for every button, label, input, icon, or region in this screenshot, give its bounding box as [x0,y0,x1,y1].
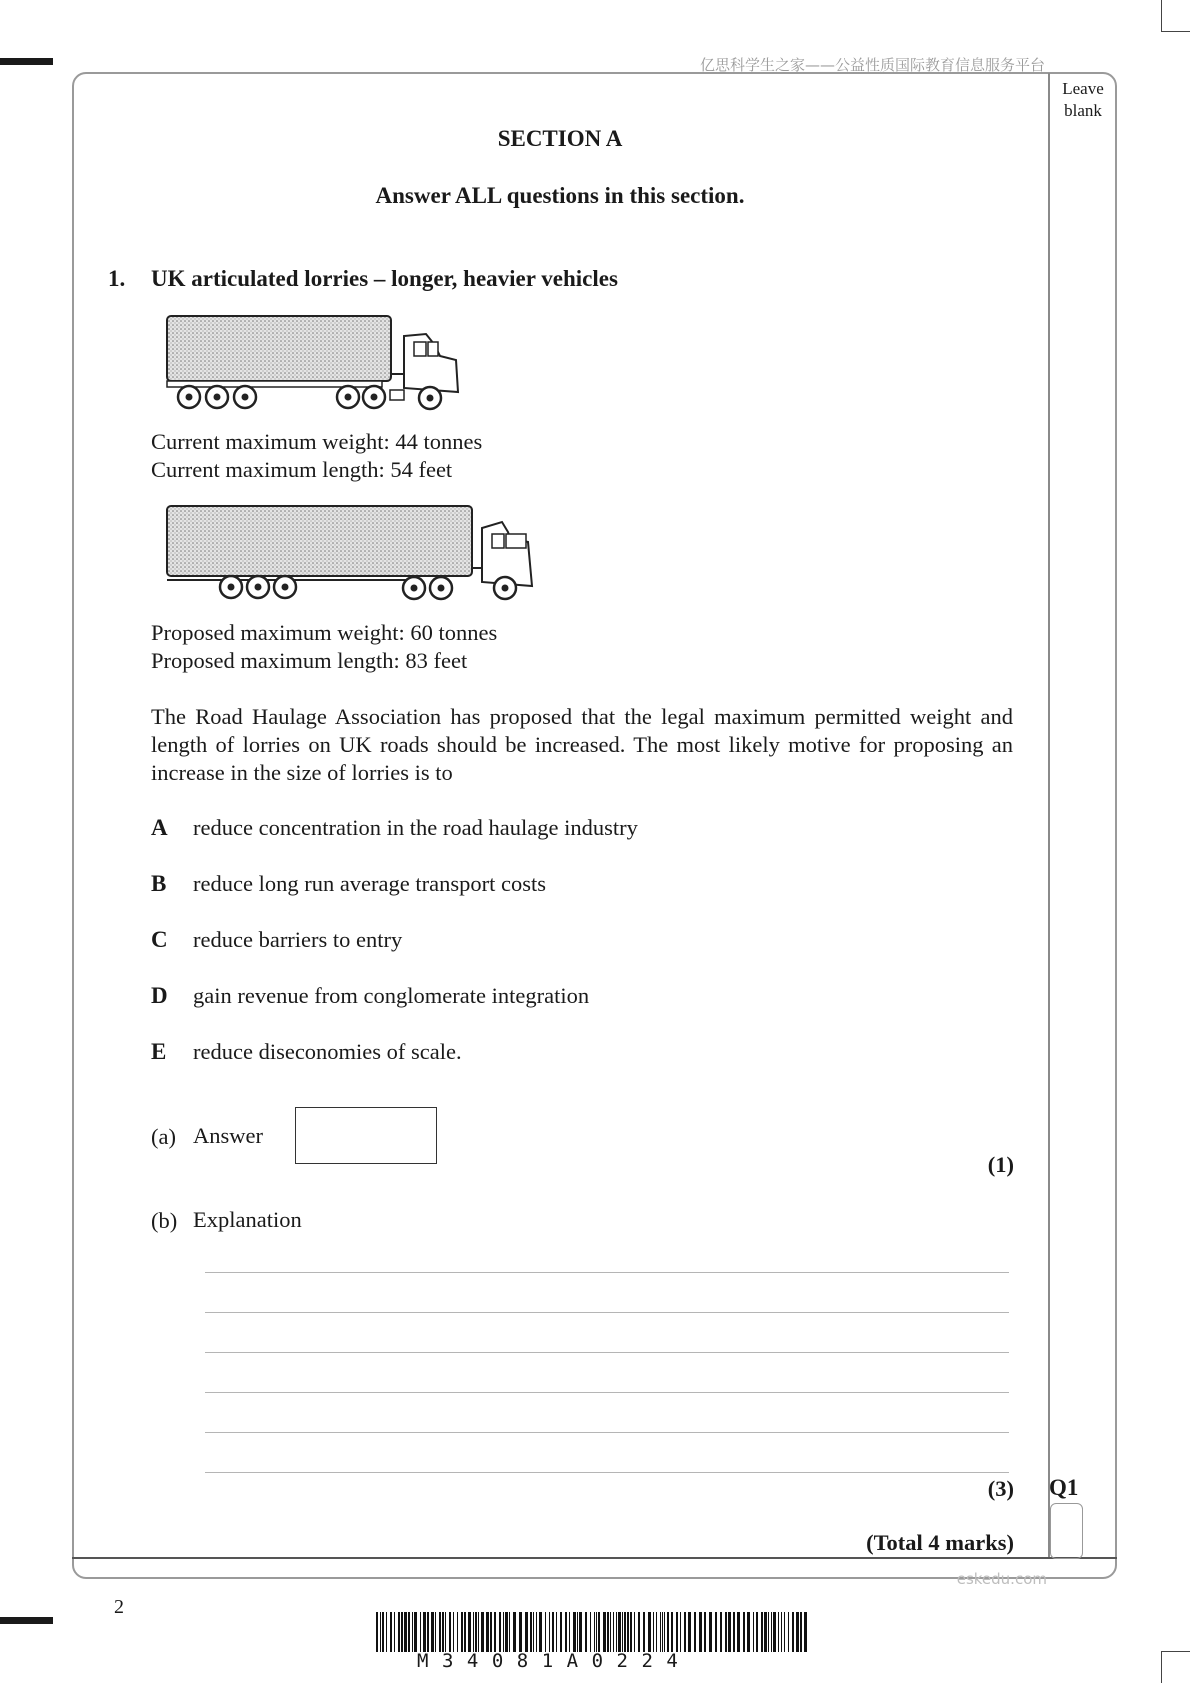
barcode-bar [781,1612,782,1652]
barcode-bar [386,1612,387,1652]
page-number: 2 [114,1596,124,1618]
barcode-bar [457,1612,458,1652]
explanation-line[interactable] [205,1312,1009,1313]
total-marks: (Total 4 marks) [866,1530,1014,1555]
question-margin-label: Q1 [1049,1475,1079,1500]
explanation-line[interactable] [205,1472,1009,1473]
barcode-bar [590,1612,591,1652]
barcode-bar [560,1612,562,1652]
barcode-bar [442,1612,444,1652]
barcode-bar [565,1612,567,1652]
barcode-bar [699,1612,702,1652]
barcode-bar [533,1612,534,1652]
barcode-bar [634,1612,635,1652]
option-c-text: reduce barriers to entry [193,927,403,952]
option-c-letter: C [151,927,168,952]
barcode-bar [539,1612,542,1652]
registration-bar-top [0,58,53,65]
barcode-bar [667,1612,669,1652]
barcode-bar [804,1612,807,1652]
barcode-bar [573,1612,576,1652]
barcode-bar [577,1612,578,1652]
barcode-bar [478,1612,479,1652]
crop-mark-bottom-right-h [1161,1651,1190,1652]
barcode-bar [569,1612,570,1652]
explanation-line[interactable] [205,1272,1009,1273]
part-b-text: Explanation [193,1207,302,1232]
crop-mark-top-right-h [1161,31,1190,32]
barcode-bar [503,1612,504,1652]
barcode-bar [549,1612,550,1652]
barcode-bar [481,1612,484,1652]
barcode-bar [725,1612,727,1652]
explanation-line[interactable] [205,1392,1009,1393]
barcode-bar [513,1612,516,1652]
barcode-bar [622,1612,623,1652]
barcode-bar [607,1612,609,1652]
barcode-bar [756,1612,758,1652]
barcode-bar [671,1612,673,1652]
proposed-length: Proposed maximum length: 83 feet [151,648,468,673]
barcode-bar [792,1612,794,1652]
barcode-bar [414,1612,417,1652]
bottom-rule [72,1557,1117,1559]
barcode-bar [420,1612,421,1652]
barcode-bar [656,1612,657,1652]
barcode-bar [709,1612,712,1652]
barcode-bar [743,1612,745,1652]
barcode-bar [704,1612,706,1652]
barcode-bar [439,1612,441,1652]
barcode-bar [596,1612,597,1652]
barcode-bar [771,1612,772,1652]
barcode-text: M34081A0224 [417,1650,692,1672]
barcode-bar [490,1612,492,1652]
barcode-bar [445,1612,446,1652]
barcode-bar [753,1612,754,1652]
instruction: Answer ALL questions in this section. [375,183,745,208]
barcode-bar [648,1612,651,1652]
barcode [376,1612,810,1652]
barcode-bar [556,1612,557,1652]
barcode-bar [720,1612,722,1652]
barcode-bar [610,1612,611,1652]
barcode-bar [733,1612,735,1652]
answer-box[interactable] [295,1107,437,1164]
leave-blank-label: Leave blank [1062,79,1104,120]
barcode-bar [676,1612,678,1652]
barcode-bar [536,1612,537,1652]
barcode-bar [585,1612,587,1652]
barcode-bar [624,1612,626,1652]
question-stem: The Road Haulage Association has proposed that the legal maximum permitted weight and length of lorries on UK roads should be increased. The most likely motive for proposing an increase in the size of lorries is to [151,704,1013,785]
barcode-bar [390,1612,392,1652]
barcode-bar [684,1612,686,1652]
barcode-bar [525,1612,528,1652]
part-b-label: (b) [151,1208,178,1233]
barcode-bar [505,1612,508,1652]
section-title: SECTION A [497,126,623,151]
barcode-bar [427,1612,429,1652]
barcode-bar [788,1612,789,1652]
option-d-letter: D [151,983,168,1008]
barcode-bar [453,1612,454,1652]
barcode-bar [408,1612,410,1652]
barcode-bar [800,1612,802,1652]
option-b-letter: B [151,871,167,896]
barcode-bar [664,1612,665,1652]
barcode-bar [694,1612,696,1652]
barcode-bar [461,1612,463,1652]
registration-bar-bottom [0,1617,53,1624]
barcode-bar [627,1612,629,1652]
barcode-bar [594,1612,595,1652]
barcode-bar [784,1612,785,1652]
barcode-bar [423,1612,426,1652]
barcode-bar [494,1612,496,1652]
barcode-bar [404,1612,407,1652]
barcode-bar [545,1612,546,1652]
option-b-text: reduce long run average transport costs [193,871,546,896]
crop-mark-bottom-right-v [1161,1651,1162,1683]
barcode-bar [764,1612,767,1652]
proposed-lorry-illustration [164,502,540,602]
part-a-text: Answer [193,1123,263,1148]
option-a-letter: A [151,815,168,840]
barcode-bar [643,1612,645,1652]
part-a-marks: (1) [987,1152,1014,1177]
question-title: UK articulated lorries – longer, heavier vehicles [151,266,618,291]
barcode-bar [598,1612,600,1652]
barcode-bar [552,1612,554,1652]
barcode-bar [747,1612,750,1652]
barcode-bar [653,1612,654,1652]
question-number: 1. [108,266,126,291]
barcode-bar [530,1612,532,1652]
examiner-score-box [1050,1503,1083,1559]
barcode-bar [662,1612,663,1652]
barcode-bar [761,1612,763,1652]
barcode-bar [680,1612,681,1652]
barcode-bar [376,1612,378,1652]
barcode-bar [519,1612,522,1652]
option-e-letter: E [151,1039,167,1064]
barcode-bar [737,1612,740,1652]
current-lorry-illustration [164,312,466,412]
barcode-bar [468,1612,471,1652]
current-length: Current maximum length: 54 feet [151,457,453,482]
barcode-bar [660,1612,661,1652]
barcode-bar [638,1612,640,1652]
option-a-text: reduce concentration in the road haulage industry [193,815,638,840]
barcode-bar [431,1612,434,1652]
option-e-text: reduce diseconomies of scale. [193,1039,462,1064]
margin-divider [1048,73,1050,1558]
barcode-bar [499,1612,501,1652]
barcode-bar [630,1612,632,1652]
barcode-bar [509,1612,510,1652]
barcode-bar [618,1612,621,1652]
barcode-bar [475,1612,477,1652]
proposed-weight: Proposed maximum weight: 60 tonnes [151,620,498,645]
barcode-bar [603,1612,606,1652]
barcode-bar [773,1612,776,1652]
current-weight: Current maximum weight: 44 tonnes [151,429,483,454]
barcode-bar [412,1612,413,1652]
explanation-line[interactable] [205,1432,1009,1433]
barcode-bar [473,1612,474,1652]
barcode-bar [394,1612,395,1652]
barcode-bar [796,1612,799,1652]
barcode-bar [728,1612,731,1652]
option-d-text: gain revenue from conglomerate integration [193,983,590,1008]
barcode-bar [616,1612,617,1652]
barcode-bar [715,1612,717,1652]
watermark-top: 亿思科学生之家——公益性质国际教育信息服务平台 [699,56,1045,74]
part-b-marks: (3) [987,1476,1014,1501]
explanation-line[interactable] [205,1352,1009,1353]
barcode-bar [401,1612,403,1652]
barcode-bar [464,1612,466,1652]
part-a-label: (a) [151,1124,176,1149]
watermark-bottom: eskedu.com [956,1570,1047,1588]
barcode-bar [768,1612,769,1652]
barcode-bar [382,1612,384,1652]
barcode-bar [778,1612,779,1652]
barcode-bar [613,1612,614,1652]
barcode-bar [380,1612,381,1652]
barcode-bar [579,1612,582,1652]
barcode-bar [449,1612,451,1652]
crop-mark-top-right-v [1161,0,1162,32]
barcode-bar [688,1612,691,1652]
barcode-bar [435,1612,436,1652]
barcode-bar [486,1612,489,1652]
barcode-bar [398,1612,400,1652]
